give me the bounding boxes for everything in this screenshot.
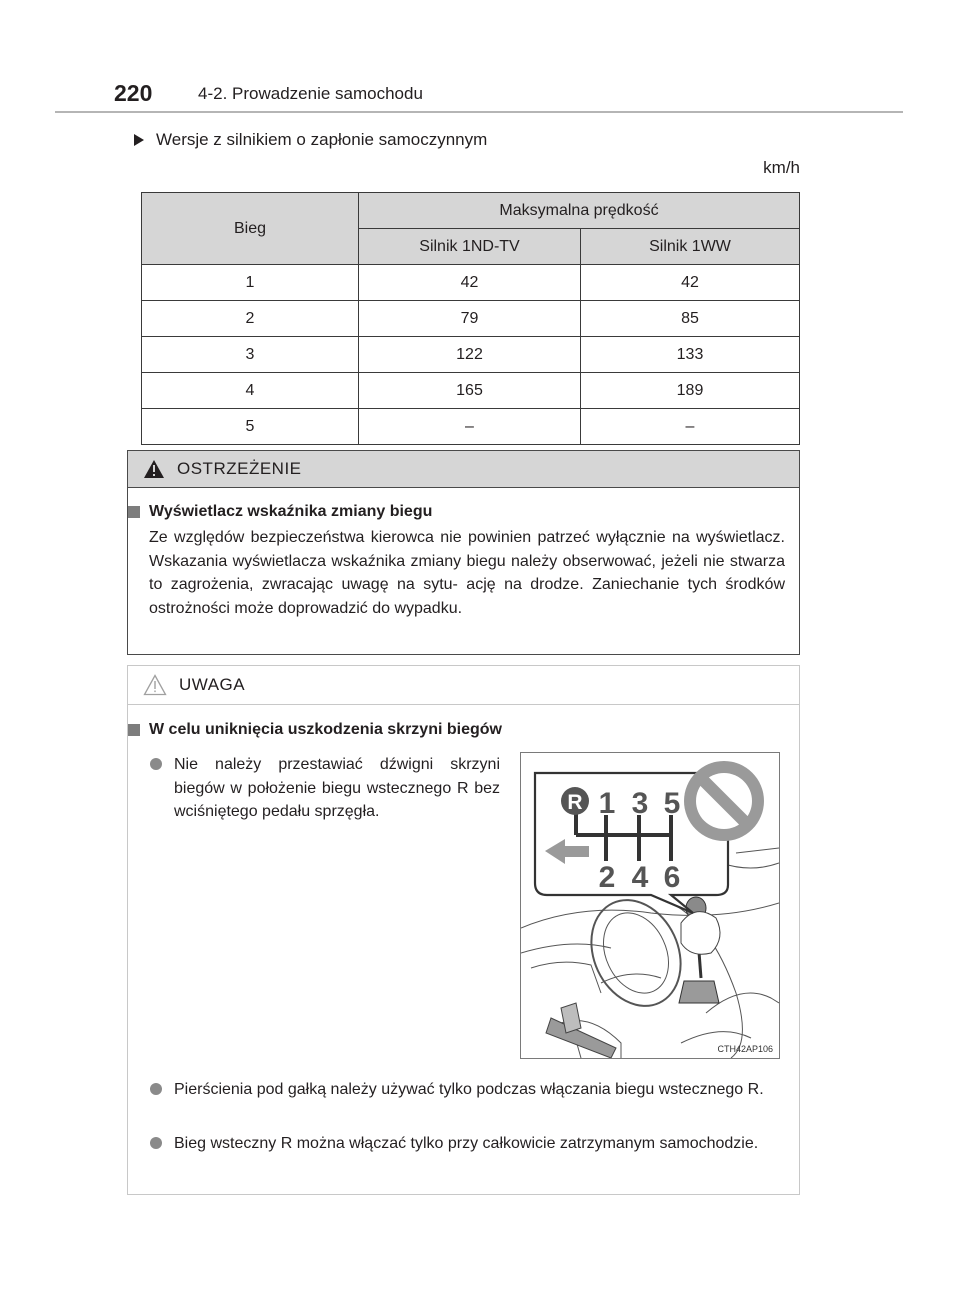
page-number: 220 (114, 80, 153, 106)
cell-gear: 1 (142, 265, 359, 301)
warning-heading-text: Wyświetlacz wskaźnika zmiany biegu (149, 503, 433, 520)
unit-label: km/h (763, 158, 800, 177)
subtitle-text: Wersje z silnikiem o zapłonie samoczynnym (156, 130, 488, 149)
header-engine-1: Silnik 1ND-TV (359, 229, 581, 265)
cell-speed-2: – (581, 409, 800, 445)
header-gear: Bieg (142, 193, 359, 265)
warning-triangle-icon (143, 459, 165, 479)
page-header (0, 0, 960, 120)
caution-bullet-1: Nie należy przestawiać dźwigni skrzyni biegów w położenie biegu wstecznego R bez wciśniętego pedału sprzęgła. (150, 753, 500, 824)
cell-speed-2: 133 (581, 337, 800, 373)
gear-3-label: 3 (631, 787, 649, 820)
caution-heading-text: W celu uniknięcia uszkodzenia skrzyni biegów (149, 721, 502, 738)
caution-title: UWAGA (179, 675, 246, 694)
caution-heading (128, 721, 502, 739)
cell-speed-2: 42 (581, 265, 800, 301)
round-bullet-icon (150, 758, 162, 770)
table-row (142, 301, 800, 337)
triangle-right-icon (134, 134, 144, 146)
table-row (142, 265, 800, 301)
caution-box (127, 665, 800, 1195)
cell-speed-1: 42 (359, 265, 581, 301)
warning-box (127, 450, 800, 655)
header-engine-2: Silnik 1WW (581, 229, 800, 265)
caution-bullet-3: Bieg wsteczny R można włączać tylko przy całkowicie zatrzymanym samochodzie. (150, 1132, 780, 1156)
warning-title: OSTRZEŻENIE (177, 459, 302, 478)
gear-r-label: R (567, 791, 583, 814)
gear-4-label: 4 (631, 861, 649, 894)
table-row (142, 409, 800, 445)
square-bullet-icon (128, 506, 140, 518)
gear-1-label: 1 (598, 787, 616, 820)
cell-speed-1: 122 (359, 337, 581, 373)
subtitle (134, 130, 487, 150)
warning-heading (128, 503, 432, 521)
caution-triangle-icon (143, 674, 167, 696)
cell-gear: 4 (142, 373, 359, 409)
caution-header (128, 666, 799, 705)
square-bullet-icon (128, 724, 140, 736)
gear-5-label: 5 (663, 787, 681, 820)
gear-2-label: 2 (598, 861, 616, 894)
cell-speed-1: – (359, 409, 581, 445)
cell-speed-1: 165 (359, 373, 581, 409)
round-bullet-icon (150, 1137, 162, 1149)
warning-header (128, 451, 799, 488)
max-speed-table (141, 192, 800, 445)
cell-gear: 2 (142, 301, 359, 337)
gear-6-label: 6 (663, 861, 681, 894)
header-max-speed: Maksymalna prędkość (359, 193, 800, 229)
caution-bullet-2: Pierścienia pod gałką należy używać tylko podczas włączania biegu wstecznego R. (150, 1078, 780, 1102)
round-bullet-icon (150, 1083, 162, 1095)
cell-speed-1: 79 (359, 301, 581, 337)
warning-text: Ze względów bezpieczeństwa kierowca nie powinien patrzeć wyłącznie na wyświetlacz. Wskazania wyświetlacza wskaźnika zmiany biegu należy obserwować, jeżeli nie stwarza to zagrożenia, zwracając uwagę na sytu- ację na drodze. Zaniechanie tych środków ostrożności może doprowadzić do wypadku. (149, 529, 785, 617)
gearshift-illustration (520, 752, 780, 1059)
prohibition-icon (684, 761, 764, 841)
cell-gear: 3 (142, 337, 359, 373)
header-divider (55, 111, 903, 113)
illustration-code: CTH42AP106 (717, 1044, 773, 1054)
table-row (142, 337, 800, 373)
cell-gear: 5 (142, 409, 359, 445)
gearshift-drawing (521, 753, 779, 1058)
cell-speed-2: 85 (581, 301, 800, 337)
table-row (142, 373, 800, 409)
cell-speed-2: 189 (581, 373, 800, 409)
section-title: 4-2. Prowadzenie samochodu (198, 84, 423, 103)
